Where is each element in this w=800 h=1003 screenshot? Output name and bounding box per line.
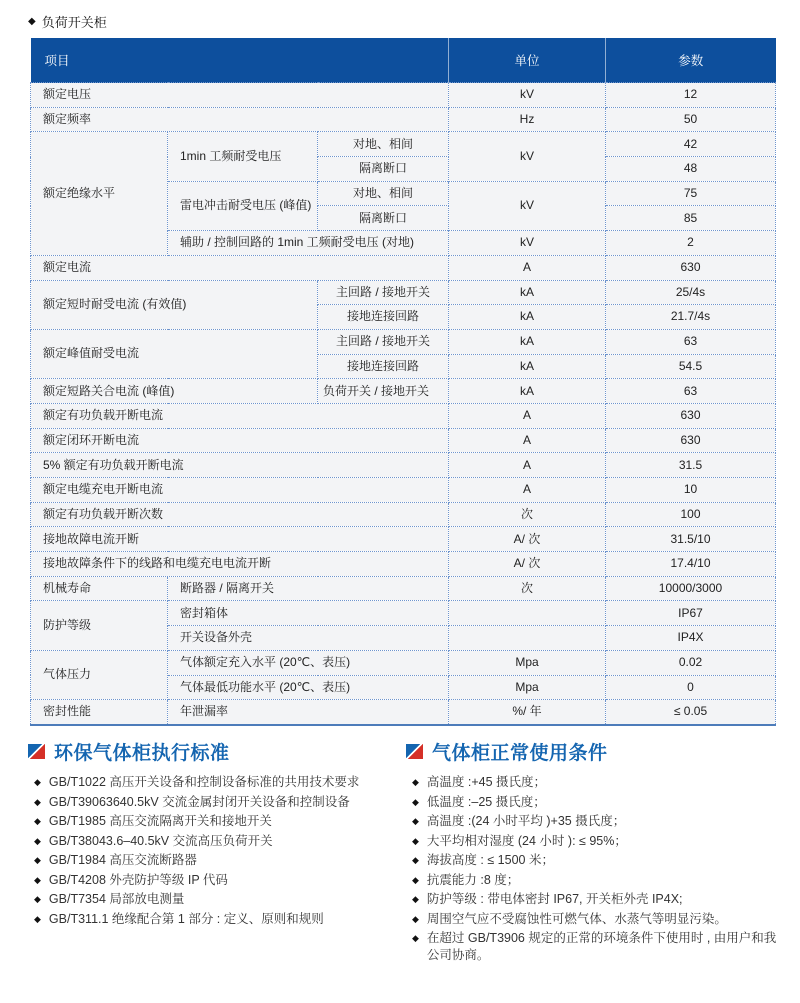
table-cell: 气体压力 xyxy=(31,650,168,699)
table-cell: ≤ 0.05 xyxy=(606,700,776,725)
blue-red-square-icon xyxy=(406,744,423,759)
table-cell: A xyxy=(449,428,606,453)
table-row xyxy=(31,552,776,577)
table-cell: 630 xyxy=(606,255,776,280)
list-item-text: GB/T7354 局部放电测量 xyxy=(48,892,185,906)
diamond-icon: ◆ xyxy=(34,796,41,807)
table-row xyxy=(31,576,776,601)
table-row xyxy=(31,403,776,428)
table-cell: kV xyxy=(449,132,606,181)
table-cell: 气体额定充入水平 (20℃、表压) xyxy=(168,650,449,675)
table-row xyxy=(31,107,776,132)
diamond-icon: ◆ xyxy=(412,816,419,826)
table-cell: 10000/3000 xyxy=(606,576,776,601)
table-cell: 密封箱体 xyxy=(168,601,449,626)
list-item xyxy=(412,794,778,811)
table-cell: 21.7/4s xyxy=(606,305,776,330)
table-row xyxy=(31,478,776,503)
table-cell: A xyxy=(449,453,606,478)
blue-red-square-icon xyxy=(28,744,45,759)
table-cell: 密封性能 xyxy=(31,700,168,725)
table-cell: 接地连接回路 xyxy=(318,305,449,330)
table-cell: A xyxy=(449,403,606,428)
table-cell: 额定峰值耐受电流 xyxy=(31,329,318,378)
table-row xyxy=(31,527,776,552)
table-cell: 隔离断口 xyxy=(318,206,449,231)
diamond-icon: ◆ xyxy=(34,894,41,904)
standards-list xyxy=(34,774,400,928)
table-cell: 辅助 / 控制回路的 1min 工频耐受电压 (对地) xyxy=(168,231,449,256)
list-item xyxy=(34,833,400,850)
table-cell: 12 xyxy=(606,83,776,108)
diamond-icon: ◆ xyxy=(34,913,41,924)
table-cell: 1min 工频耐受电压 xyxy=(168,132,318,181)
list-item xyxy=(34,794,400,811)
table-cell xyxy=(449,626,606,651)
table-cell: IP4X xyxy=(606,626,776,651)
table-cell: 机械寿命 xyxy=(31,576,168,601)
section-title: 环保气体柜执行标准 xyxy=(54,742,230,764)
table-cell: kV xyxy=(449,181,606,230)
table-row xyxy=(31,132,776,157)
list-item-text: GB/T311.1 绝缘配合第 1 部分 : 定义、原则和规则 xyxy=(48,911,324,926)
list-item xyxy=(412,872,778,889)
page-title-text: 负荷开关柜 xyxy=(41,15,107,30)
page-title xyxy=(28,12,107,31)
table-cell: A/ 次 xyxy=(449,552,606,577)
list-item-text: GB/T1984 高压交流断路器 xyxy=(48,853,197,867)
table-row xyxy=(31,601,776,626)
list-item xyxy=(412,911,778,928)
table-cell: kA xyxy=(449,329,606,354)
diamond-icon: ◆ xyxy=(34,816,41,826)
list-item-text: GB/T1985 高压交流隔离开关和接地开关 xyxy=(48,814,272,828)
table-cell: 次 xyxy=(449,502,606,527)
table-cell: Mpa xyxy=(449,675,606,700)
table-cell: 31.5 xyxy=(606,453,776,478)
table-row xyxy=(31,453,776,478)
table-cell: Mpa xyxy=(449,650,606,675)
list-item xyxy=(34,852,400,869)
table-header-row xyxy=(31,38,776,83)
table-cell: 0.02 xyxy=(606,650,776,675)
diamond-icon: ◆ xyxy=(412,933,419,943)
table-cell: 气体最低功能水平 (20℃、表压) xyxy=(168,675,449,700)
table-row xyxy=(31,379,776,404)
table-row xyxy=(31,700,776,725)
table-cell: 10 xyxy=(606,478,776,503)
list-item xyxy=(412,833,778,850)
header-cell-item: 项目 xyxy=(31,38,449,83)
table-cell: 额定电流 xyxy=(31,255,449,280)
list-item xyxy=(412,813,778,830)
diamond-icon: ◆ xyxy=(34,835,41,846)
table-cell: 额定闭环开断电流 xyxy=(31,428,449,453)
diamond-icon: ◆ xyxy=(412,855,419,865)
table-cell: 25/4s xyxy=(606,280,776,305)
section-header xyxy=(406,738,778,764)
table-cell: kA xyxy=(449,280,606,305)
table-cell: 63 xyxy=(606,329,776,354)
table-cell: 次 xyxy=(449,576,606,601)
list-item-text: GB/T38043.6–40.5kV 交流高压负荷开关 xyxy=(48,833,273,848)
section-conditions xyxy=(406,738,778,967)
header-cell-unit: 单位 xyxy=(449,38,606,83)
diamond-icon: ◆ xyxy=(28,16,36,27)
list-item-text: 海拔高度 : ≤ 1500 米； xyxy=(426,853,554,867)
table-cell: 54.5 xyxy=(606,354,776,379)
table-cell: 防护等级 xyxy=(31,601,168,650)
table-row xyxy=(31,255,776,280)
table-cell: 额定电压 xyxy=(31,83,449,108)
table-cell: kA xyxy=(449,305,606,330)
table-cell: 负荷开关 / 接地开关 xyxy=(318,379,449,404)
table-cell: 75 xyxy=(606,181,776,206)
table-cell: 0 xyxy=(606,675,776,700)
diamond-icon: ◆ xyxy=(34,777,41,787)
table-cell: 对地、相间 xyxy=(318,132,449,157)
table-cell: 630 xyxy=(606,428,776,453)
table-cell: A xyxy=(449,255,606,280)
list-item xyxy=(34,891,400,908)
table-cell: A/ 次 xyxy=(449,527,606,552)
diamond-icon: ◆ xyxy=(412,913,419,924)
table-cell: 额定频率 xyxy=(31,107,449,132)
table-cell: 额定电缆充电开断电流 xyxy=(31,478,449,503)
list-item-text: 周围空气应不受腐蚀性可燃气体、水蒸气等明显污染。 xyxy=(426,911,727,926)
table-row xyxy=(31,83,776,108)
table-cell: 2 xyxy=(606,231,776,256)
table-cell: 额定有功负载开断次数 xyxy=(31,502,449,527)
table-cell: 85 xyxy=(606,206,776,231)
table-cell: 年泄漏率 xyxy=(168,700,449,725)
list-item xyxy=(34,774,400,791)
list-item xyxy=(34,911,400,928)
table-cell xyxy=(449,601,606,626)
table-row xyxy=(31,650,776,675)
list-item-text: 高温度 :+45 摄氏度； xyxy=(426,775,547,789)
list-item xyxy=(412,852,778,869)
table-cell: 开关设备外壳 xyxy=(168,626,449,651)
table-cell: 主回路 / 接地开关 xyxy=(318,280,449,305)
table-cell: 5% 额定有功负载开断电流 xyxy=(31,453,449,478)
table-cell: 额定短路关合电流 (峰值) xyxy=(31,379,318,404)
table-cell: 100 xyxy=(606,502,776,527)
table-cell: 雷电冲击耐受电压 (峰值) xyxy=(168,181,318,230)
table-cell: 接地故障条件下的线路和电缆充电电流开断 xyxy=(31,552,449,577)
diamond-icon: ◆ xyxy=(412,777,419,787)
diamond-icon: ◆ xyxy=(412,874,419,885)
list-item-text: 在超过 GB/T3906 规定的正常的环境条件下使用时 , 由用户和我公司协商。 xyxy=(426,931,777,962)
table-cell: A xyxy=(449,478,606,503)
table-cell: 接地故障电流开断 xyxy=(31,527,449,552)
table-cell: 48 xyxy=(606,157,776,182)
table-cell: 额定短时耐受电流 (有效值) xyxy=(31,280,318,329)
table-cell: 31.5/10 xyxy=(606,527,776,552)
table-cell: 额定绝缘水平 xyxy=(31,132,168,255)
diamond-icon: ◆ xyxy=(412,835,419,846)
table-cell: 50 xyxy=(606,107,776,132)
list-item xyxy=(412,930,778,964)
table-cell: 630 xyxy=(606,403,776,428)
table-cell: 隔离断口 xyxy=(318,157,449,182)
table-row xyxy=(31,329,776,354)
list-item-text: 大平均相对湿度 (24 小时 ): ≤ 95%； xyxy=(426,833,627,848)
table-cell: 断路器 / 隔离开关 xyxy=(168,576,449,601)
table-row xyxy=(31,502,776,527)
list-item-text: 防护等级 : 带电体密封 IP67, 开关柜外壳 IP4X; xyxy=(426,892,683,906)
table-cell: Hz xyxy=(449,107,606,132)
table-cell: 42 xyxy=(606,132,776,157)
list-item xyxy=(412,774,778,791)
table-cell: kV xyxy=(449,231,606,256)
table-cell: 接地连接回路 xyxy=(318,354,449,379)
list-item xyxy=(34,872,400,889)
list-item xyxy=(34,813,400,830)
conditions-list xyxy=(412,774,778,964)
spec-table-container xyxy=(30,38,776,726)
diamond-icon: ◆ xyxy=(412,796,419,807)
header-cell-parameter: 参数 xyxy=(606,38,776,83)
diamond-icon: ◆ xyxy=(34,855,41,865)
section-standards xyxy=(28,738,400,930)
table-row xyxy=(31,280,776,305)
list-item-text: 高温度 :(24 小时平均 )+35 摄氏度； xyxy=(426,814,626,828)
list-item xyxy=(412,891,778,908)
table-cell: kV xyxy=(449,83,606,108)
table-row xyxy=(31,428,776,453)
table-cell: kA xyxy=(449,354,606,379)
list-item-text: 抗震能力 :8 度； xyxy=(426,872,520,887)
list-item-text: GB/T39063640.5kV 交流金属封闭开关设备和控制设备 xyxy=(48,794,350,809)
table-cell: 对地、相间 xyxy=(318,181,449,206)
table-cell: 63 xyxy=(606,379,776,404)
table-cell: %/ 年 xyxy=(449,700,606,725)
table-cell: IP67 xyxy=(606,601,776,626)
table-cell: 额定有功负载开断电流 xyxy=(31,403,449,428)
list-item-text: 低温度 :–25 摄氏度； xyxy=(426,794,546,809)
section-header xyxy=(28,738,400,764)
section-title: 气体柜正常使用条件 xyxy=(432,742,608,764)
diamond-icon: ◆ xyxy=(34,874,41,885)
table-cell: 主回路 / 接地开关 xyxy=(318,329,449,354)
diamond-icon: ◆ xyxy=(412,894,419,904)
list-item-text: GB/T4208 外壳防护等级 IP 代码 xyxy=(48,872,228,887)
spec-table xyxy=(30,38,776,726)
list-item-text: GB/T1022 高压开关设备和控制设备标准的共用技术要求 xyxy=(48,775,360,789)
table-cell: kA xyxy=(449,379,606,404)
table-cell: 17.4/10 xyxy=(606,552,776,577)
